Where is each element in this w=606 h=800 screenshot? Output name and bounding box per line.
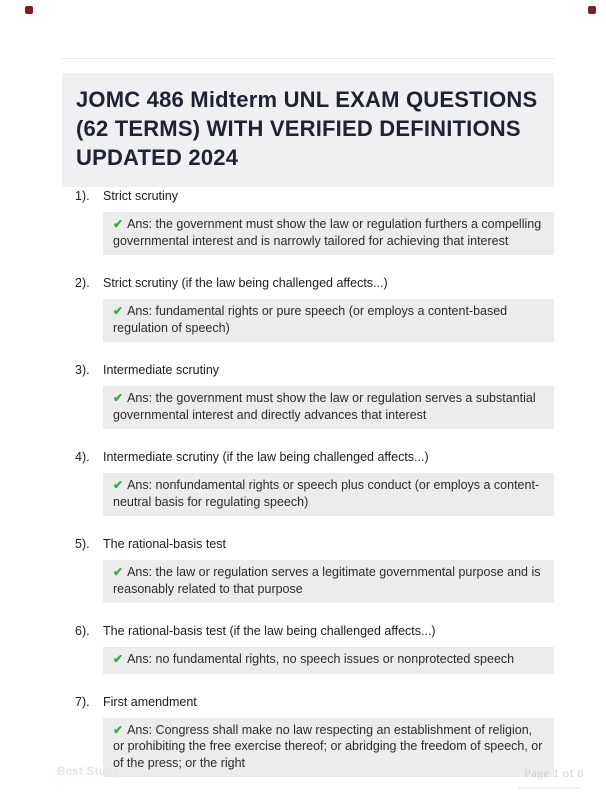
- check-icon: ✔: [113, 391, 124, 405]
- question-number: 7).: [75, 694, 90, 709]
- question-number: 2).: [75, 276, 90, 290]
- question-row: [62, 536, 554, 552]
- answer-box: [103, 647, 554, 674]
- question-row: [62, 362, 554, 378]
- question-term: Intermediate scrutiny: [103, 363, 220, 377]
- check-icon: ✔: [113, 304, 124, 318]
- answer-text: Ans: no fundamental rights, no speech issues or nonprotected speech: [127, 652, 515, 666]
- footer-smudge: [518, 787, 580, 789]
- question-number: 4).: [75, 450, 90, 464]
- question-term: First amendment: [103, 694, 197, 709]
- check-icon: ✔: [113, 652, 124, 666]
- question-item: [62, 694, 554, 778]
- question-row: [62, 275, 554, 291]
- watermark-brand: Best Study: [57, 766, 121, 778]
- question-term: Intermediate scrutiny (if the law being challenged affects...): [103, 450, 429, 464]
- answer-text: Ans: Congress shall make no law respecting an establishment of religion, or prohibiting the free exercise thereof; or abridging the freedom of speech, or of the press; or the right: [113, 722, 543, 770]
- check-icon: ✔: [113, 722, 124, 737]
- question-item: [62, 623, 554, 674]
- page-title: JOMC 486 Midterm UNL EXAM QUESTIONS (62 TERMS) WITH VERIFIED DEFINITIONS UPDATED 2024: [76, 87, 538, 170]
- question-row: [62, 449, 554, 465]
- question-number: 5).: [75, 537, 90, 551]
- check-icon: ✔: [113, 478, 124, 492]
- check-icon: ✔: [113, 565, 124, 579]
- question-item: [62, 275, 554, 342]
- answer-text: Ans: nonfundamental rights or speech plus conduct (or employs a content-neutral basis for regulating speech): [113, 478, 540, 509]
- question-row: [62, 188, 554, 204]
- answer-text: Ans: the government must show the law or regulation serves a substantial governmental interest and directly advances that interest: [113, 391, 536, 422]
- question-row: [62, 623, 554, 639]
- question-term: The rational-basis test (if the law being challenged affects...): [103, 624, 436, 638]
- answer-box: [103, 299, 554, 342]
- title-block: [62, 73, 554, 187]
- question-row: [62, 694, 554, 710]
- answer-box: [103, 718, 554, 778]
- page-indicator: Page 1 of 8: [524, 766, 584, 780]
- question-number: 6).: [75, 624, 90, 638]
- answer-box: [103, 560, 554, 603]
- header-divider: [62, 58, 554, 59]
- answer-text: Ans: the law or regulation serves a legitimate governmental purpose and is reasonably related to that purpose: [113, 565, 541, 596]
- question-term: The rational-basis test: [103, 537, 226, 551]
- question-item: [62, 362, 554, 429]
- question-number: 3).: [75, 363, 90, 377]
- question-item: [62, 188, 554, 255]
- answer-box: [103, 212, 554, 255]
- answer-text: Ans: the government must show the law or regulation furthers a compelling governmental interest and is narrowly tailored for achieving that interest: [113, 217, 542, 248]
- answer-box: [103, 386, 554, 429]
- check-icon: ✔: [113, 217, 124, 231]
- answer-box: [103, 473, 554, 516]
- question-item: [62, 449, 554, 516]
- page-corner-mark-right: [588, 6, 596, 14]
- question-list: [62, 188, 554, 797]
- answer-text: Ans: fundamental rights or pure speech (or employs a content-based regulation of speech): [113, 304, 508, 335]
- page-corner-mark-left: [25, 6, 33, 14]
- question-term: Strict scrutiny (if the law being challenged affects...): [103, 276, 388, 290]
- question-item: [62, 536, 554, 603]
- question-number: 1).: [75, 189, 90, 203]
- question-term: Strict scrutiny: [103, 189, 179, 203]
